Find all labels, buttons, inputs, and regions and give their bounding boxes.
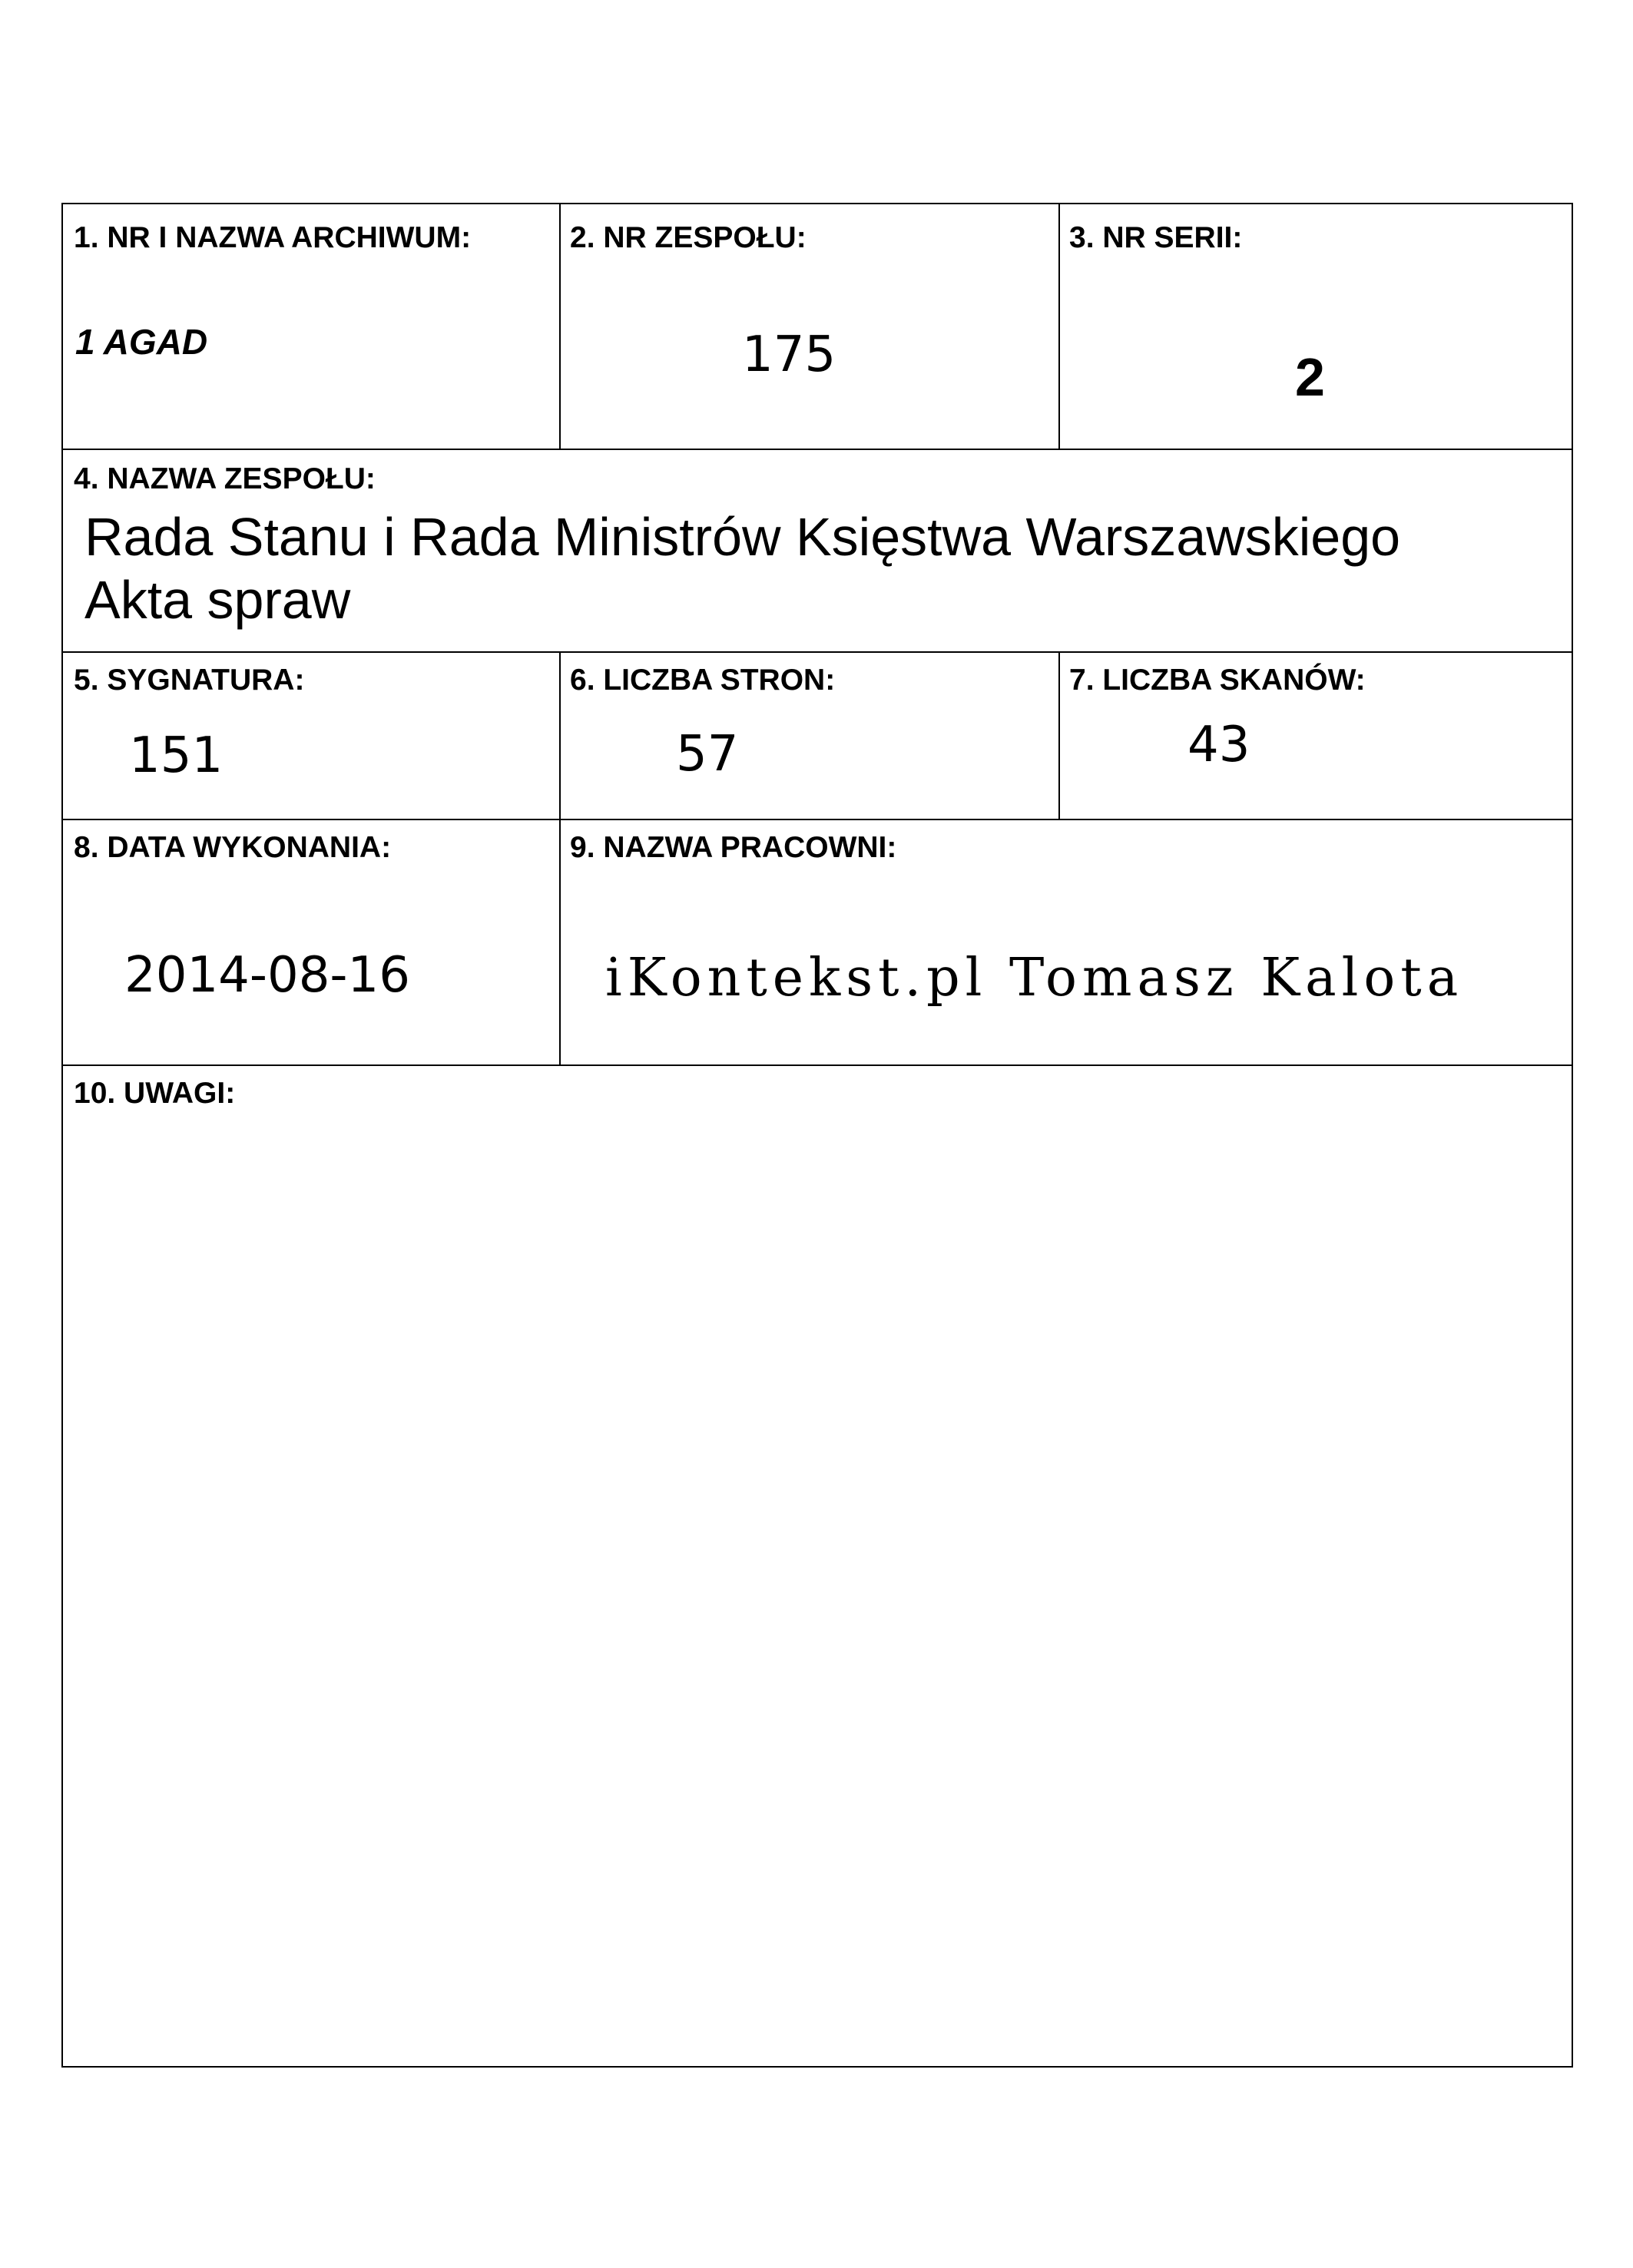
date-value: 2014-08-16 — [124, 947, 410, 1004]
archive-value: 1 AGAD — [75, 322, 208, 362]
archive-cell — [63, 204, 559, 449]
fonds-number-value: 175 — [742, 326, 836, 383]
fonds-number-label: 2. NR ZESPOŁU: — [570, 221, 807, 254]
scan-count-value: 43 — [1187, 717, 1250, 773]
fonds-name-line1: Rada Stanu i Rada Ministrów Księstwa Warszawskiego — [84, 507, 1401, 567]
series-number-label: 3. NR SERII: — [1069, 221, 1243, 254]
notes-label: 10. UWAGI: — [74, 1077, 236, 1110]
series-number-value: 2 — [1295, 347, 1325, 407]
signature-label: 5. SYGNATURA: — [74, 664, 305, 697]
record-form — [61, 203, 1573, 2068]
date-cell — [63, 820, 559, 1064]
workshop-label: 9. NAZWA PRACOWNI: — [570, 831, 897, 864]
archive-label: 1. NR I NAZWA ARCHIWUM: — [74, 221, 472, 254]
workshop-value: iKontekst.pl Tomasz Kalota — [605, 948, 1464, 1008]
page-count-label: 6. LICZBA STRON: — [570, 664, 836, 697]
page-count-cell — [561, 653, 1058, 819]
notes-cell — [63, 1066, 1573, 2068]
signature-cell — [63, 653, 559, 819]
fonds-name-cell — [63, 450, 1573, 651]
scan-count-label: 7. LICZBA SKANÓW: — [1069, 664, 1366, 697]
page-count-value: 57 — [676, 726, 739, 783]
series-number-cell — [1060, 204, 1573, 449]
fonds-number-cell — [561, 204, 1058, 449]
fonds-name-line2: Akta spraw — [84, 570, 351, 630]
date-label: 8. DATA WYKONANIA: — [74, 831, 392, 864]
workshop-cell — [561, 820, 1573, 1064]
scan-count-cell — [1060, 653, 1573, 819]
signature-value: 151 — [129, 727, 224, 784]
fonds-name-label: 4. NAZWA ZESPOŁU: — [74, 462, 376, 495]
